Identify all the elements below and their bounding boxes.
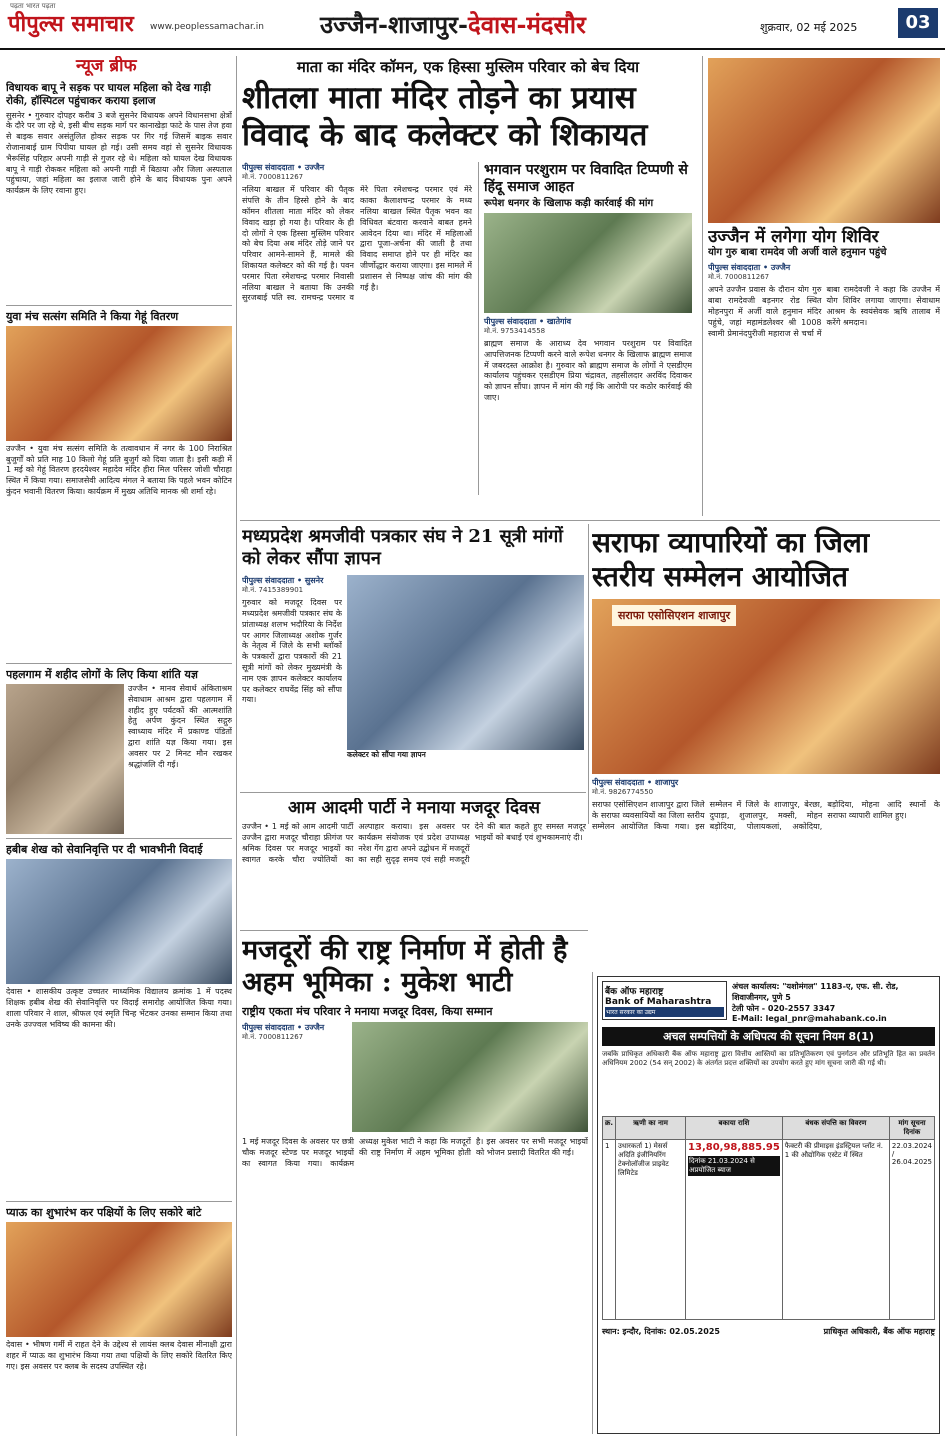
patrakar-mobile: मो.नं. 7415389901 xyxy=(242,586,304,595)
aap-headline: आम आदमी पार्टी ने मनाया मजदूर दिवस xyxy=(288,798,540,818)
story-text: नलिया बाखल में परिवार की पैतृक संपत्ति के तीन हिस्से होने के बाद कॉमन शीतला माता मंदिर को लेकर विवाद खड़ा हो गया है। परिवार के ही दो लोगों ने एक हिस्सा मुस्लिम परिवार को बेच दिया अब मंदिर तोड़े जाने पर परिवार आमने-सामने हैं, मामले की शिकायत कलेक्टर को की गई है। पवन परमार पिता रमेशचन्द्र परमार निवासी नलिया बाखल ने बताया कि उनकी सुरजबाई पति स्व. रामचन्द्र परमार व मेरे पिता रमेशचन्द्र परमार एवं मेरे काका कैलाशचन्द्र परमार के मध्य नलिया बाखल स्थित पैतृक भवन का विधिवत बंटवारा करवाने बाबत हमने आवेदन दिया था। मंदिर में महिलाओं द्वारा पूजा-अर्चना की जाती है तथा विवाद समाप्त होने पर ही मंदिर का जीर्णोद्धार कराया जाएगा। इस मामले में प्रशासन से निष्पक्ष जांच की मांग की गई है। xyxy=(242,185,472,303)
bank-name: बैंक ऑफ महाराष्ट्र xyxy=(605,987,664,997)
brief-4-photo xyxy=(6,859,232,984)
bhati-mobile: मो.नं. 7000811267 xyxy=(242,1032,304,1041)
cell-property: फैक्टरी की प्रीमाइस इंडस्ट्रियल प्लॉट नं. 1 की औद्योगिक एस्टेट में स्थित xyxy=(782,1140,889,1320)
page-number: 03 xyxy=(898,8,938,38)
masthead xyxy=(0,0,945,50)
amount-note: दिनांक 21.03.2024 से अप्रयोजित ब्याज xyxy=(688,1156,780,1176)
story-aap xyxy=(242,798,586,928)
story-parshuram xyxy=(478,162,692,495)
th-amount: बकाया राशि xyxy=(686,1117,783,1140)
yoga-photo xyxy=(708,58,940,223)
sarafa-mobile: मो.नं. 9826774550 xyxy=(592,788,654,797)
logo-tagline: पढ़ता भारत पढ़ता xyxy=(10,2,56,10)
parshuram-headline: भगवान परशुराम पर विवादित टिप्पणी से हिंदू समाज आहत xyxy=(484,162,688,196)
brief-1-headline: विधायक बापू ने सड़क पर घायल महिला को देख गाड़ी रोकी, हॉस्पिटल पहुंचाकर कराया इलाज xyxy=(6,82,211,107)
notice-table xyxy=(602,1116,935,1320)
yoga-headline: उज्जैन में लगेगा योग शिविर xyxy=(708,227,879,247)
patrakar-photo xyxy=(347,575,584,750)
yoga-subhead: योग गुरु बाबा रामदेव जी अर्जी वाले हनुमान पहुंचे xyxy=(708,247,887,259)
th-property: बंधक संपत्ति का विवरण xyxy=(782,1117,889,1140)
story-sheetla-mata xyxy=(242,58,694,513)
bank-notice xyxy=(597,976,940,1434)
bhati-byline: पीपुल्स संवाददाता • उज्जैन xyxy=(242,1022,325,1032)
bank-office: अंचल कार्यालय: "यशोमंगल" 1183-ए, एफ. सी. रोड, शिवाजीनगर, पुणे 5 xyxy=(732,982,899,1002)
brief-4-text: देवास • शासकीय उत्कृष्ट उच्चतर माध्यमिक विद्यालय क्रमांक 1 में पदस्थ शिक्षक हबीब शेख की सेवानिवृत्ति पर विदाई समारोह आयोजित किया गया। शाला परिवार ने शाल, श्रीफल एवं स्मृति चिन्ह भेंटकर उनका सम्मान किया तथा उनके उज्ज्वल भविष्य की कामना की। xyxy=(6,987,232,1029)
story-patrakar xyxy=(242,526,584,786)
edition-title xyxy=(320,8,586,41)
bank-email[interactable]: E-Mail: legal_pnr@mahabank.co.in xyxy=(732,1014,887,1023)
edition-title-part-a: उज्जैन-शाजापुर- xyxy=(320,10,468,39)
sarafa-photo xyxy=(592,599,940,774)
story-mobile: मो.नं. 7000811267 xyxy=(242,173,304,182)
table-row xyxy=(603,1140,935,1320)
bhati-subhead: राष्ट्रीय एकता मंच परिवार ने मनाया मजदूर दिवस, किया सम्मान xyxy=(242,1004,493,1018)
brief-5-headline: प्याऊ का शुभारंभ कर पक्षियों के लिए सकोरे बांटे xyxy=(6,1206,202,1220)
story-byline: पीपुल्स संवाददाता • उज्जैन xyxy=(242,163,325,173)
th-sno: क्र. xyxy=(603,1117,616,1140)
brief-2-text: उज्जैन • युवा मंच सत्संग समिति के तत्वावधान में नगर के 100 निराश्रित बुजुर्गों को प्रति माह 10 किलो गेहूं प्रति बुजुर्ग को दिया जाता है। इसी कड़ी में 1 मई को गेहूं वितरण हरदयेश्वर महादेव मंदिर हीरा मिल परिसर जोशी चौराहा स्थित में किया गया। समाजसेवी आदित्य मंगल ने बताया कि पहले भवन कोटिन कुंदन भवानी वितरण किया। कार्यक्रम में मुख्य अतिथि मानक श्री शर्मा रहे। xyxy=(6,443,232,496)
newspaper-logo[interactable]: पीपुल्स समाचार xyxy=(8,11,134,37)
brief-5-text: देवास • भीषण गर्मी में राहत देने के उद्देश्य से लायंस क्लब देवास मीनाक्षी द्वारा शहर में प्याऊ का शुभारंभ किया गया तथा पक्षियों के लिए सकोरे वितरित किए गए। इस अवसर पर क्लब के सदस्य उपस्थित रहे। xyxy=(6,1340,232,1371)
brief-2-photo xyxy=(6,326,232,441)
cell-sno: 1 xyxy=(603,1140,616,1320)
parshuram-photo xyxy=(484,213,692,313)
th-dates: मांग सूचना दिनांक xyxy=(889,1117,934,1140)
news-brief-column xyxy=(6,56,232,1436)
patrakar-caption: कलेक्टर को सौंपा गया ज्ञापन xyxy=(347,750,426,760)
bank-phone: टेली फोन - 020-2557 3347 xyxy=(732,1004,836,1013)
story-bhati xyxy=(242,935,588,1435)
parshuram-text: ब्राह्मण समाज के आराध्य देव भगवान परशुराम पर विवादित आपत्तिजनक टिप्पणी करने वाले रूपेश धनगर के खिलाफ ब्राह्मण समाज में जबरदस्त आक्रोश है। गुरुवार को ब्राह्मण समाज के लोगों ने एसडीएम कार्यालय पहुंचकर एसडीएम प्रिया चंद्रावत, तहसीलदार अरविंद दिवाकर को ज्ञापन सौंपा। ज्ञापन में मांग की गई कि आरोपी पर कठोर कार्रवाई की जाए। xyxy=(484,338,692,402)
brief-4-headline: हबीब शेख को सेवानिवृत्ति पर दी भावभीनी विदाई xyxy=(6,842,203,856)
notice-text: जबकि प्राधिकृत अधिकारी बैंक ऑफ महाराष्ट्र द्वारा वित्तीय आस्तियों का प्रतिभूतिकरण एवं पुनर्गठन और प्रतिभूति हित का प्रवर्तन अधिनियम 2002 (54 सन् 2002) के अंतर्गत प्रदत्त शक्तियों का उपयोग करते हुए मांग सूचना जारी की गई थी। xyxy=(602,1050,935,1068)
parshuram-subhead: रूपेश धनगर के खिलाफ कड़ी कार्रवाई की मांग xyxy=(484,197,654,209)
sarafa-banner: सराफा एसोसिएशन शाजापुर xyxy=(612,605,736,626)
brief-3-photo xyxy=(6,684,124,834)
notice-signature: प्राधिकृत अधिकारी, बैंक ऑफ महाराष्ट्र xyxy=(823,1327,935,1336)
bank-tagline: भारत सरकार का उद्यम xyxy=(605,1007,724,1017)
notice-place-date: स्थान: इन्दौर, दिनांक: 02.05.2025 xyxy=(602,1327,720,1336)
sarafa-byline: पीपुल्स संवाददाता • शाजापुर xyxy=(592,778,679,788)
cell-borrower: उधारकर्ता 1) मेसर्स अदिति इंजीनियरिंग टेक्नोलॉजीज प्राइवेट लिमिटेड xyxy=(616,1140,686,1320)
story-sarafa xyxy=(592,526,940,971)
brief-3-text: उज्जैन • मानव सेवार्थ अंकिताश्रम सेवाधाम आश्रम द्वारा पहलगाम में शहीद हुए पर्यटकों की आत्मशांति हेतु अर्पण कुंदन स्थित सद्गुरु स्वाध्याय मंदिर में प्रकाण्ड पंडितों द्वारा शांति यज्ञ किया गया। इस अवसर पर 2 मिनट मौन रखकर श्रद्धांजलि दी गई। xyxy=(128,683,232,769)
edition-title-part-b: देवास-मंदसौर xyxy=(467,10,586,39)
story-yoga xyxy=(708,58,940,513)
patrakar-byline: पीपुल्स संवाददाता • सुसनेर xyxy=(242,576,324,586)
cell-dates: 22.03.2024 / 26.04.2025 xyxy=(889,1140,934,1320)
website-url[interactable]: www.peoplessamachar.in xyxy=(150,22,264,32)
parshuram-mobile: मो.नं. 9753414558 xyxy=(484,326,546,335)
th-borrower: ऋणी का नाम xyxy=(616,1117,686,1140)
bhati-photo xyxy=(352,1022,588,1132)
story-headline: शीतला माता मंदिर तोड़ने का प्रयास विवाद के बाद कलेक्टर को शिकायत xyxy=(242,80,648,154)
story-kicker: माता का मंदिर कॉमन, एक हिस्सा मुस्लिम परिवार को बेच दिया xyxy=(296,58,640,76)
brief-5-photo xyxy=(6,1222,232,1337)
brief-1-text: सुसनेर • गुरुवार दोपहर करीब 3 बजे सुसनेर विधायक अपने विधानसभा क्षेत्रों के दौरे पर जा रहे थे, इसी बीच सड़क मार्ग पर कानाखेड़ा फाटे के पास तेज हवा से बाइक सवार असंतुलित होकर सड़क पर गिर गई जिसमें बाइक सवार रोजानाबाई ग्राम पिपीया घायल हो गई। उसी समय वहां से सुसनेर विधायक भैरूसिंह परिहार अपनी गाड़ी से गुजर रहे थे। महिला को घायल देख विधायक बापू ने गाड़ी रोककर महिला को अपनी गाड़ी में बिठाया और जिला अस्पताल पहुंचाया, जहां महिला का इलाज जारी होने के बाद विधायक पुनः अपने कार्यक्रम के लिए रवाना हुए। xyxy=(6,110,232,196)
bank-name-en: Bank of Maharashtra xyxy=(605,997,712,1007)
bhati-text: 1 मई मजदूर दिवस के अवसर पर छत्री चौक मजदूर स्टेण्ड पर मजदूर भाइयों का स्वागत किया गया। कार्यक्रम अध्यक्ष मुकेश भाटी ने कहा कि मजदूरों की राष्ट्र निर्माण में अहम भूमिका होती है। इस अवसर पर सभी मजदूर भाइयों को भोजन प्रसादी वितरित की गई। xyxy=(242,1136,588,1168)
cell-amount xyxy=(686,1140,783,1320)
amount-value: 13,80,98,885.95 xyxy=(688,1142,780,1153)
brief-2-headline: युवा मंच सत्संग समिति ने किया गेहूं वितरण xyxy=(6,309,179,323)
yoga-text: अपने उज्जैन प्रवास के दौरान योग गुरु बाबा रामदेवजी बड़नगर रोड स्थित मोहनपुरा में अर्जी वाले हनुमान मंदिर पहुंचे, जहां महामंडलेश्वर श्री 1008 स्वामी प्रेमानंदपुरीजी महाराज से चर्चा में बाबा रामदेवजी ने कहा कि उज्जैन में योग शिविर लगाया जाएगा। सेवाधाम आश्रम के स्वयंसेवक ऋषि तालाब में करेंगे श्रमदान। xyxy=(708,285,940,338)
notice-title: अचल सम्पत्तियों के अधिपत्य की सूचना नियम 8(1) xyxy=(602,1027,935,1046)
aap-text: उज्जैन • 1 मई को आम आदमी पार्टी उज्जैन द्वारा मजदूर चौराहा फ्रीगंज पर श्रमिक दिवस पर मजदूर भाइयों का स्वागत करके चौरा ज्योतियों का अल्पाहार कराया। इस अवसर पर कार्यक्रम संयोजक एवं प्रदेश उपाध्यक्ष नरेश गेंग द्वारा अपने उद्बोधन में मजदूरों का सही सुदृढ़ समय एवं सही मजदूरी देने की बात कहते हुए समस्त मजदूर भाइयों को बधाई एवं शुभकामनाएं दी। xyxy=(242,822,586,864)
yoga-mobile: मो.नं. 7000811267 xyxy=(708,273,770,282)
notice-table-header xyxy=(603,1117,935,1140)
patrakar-headline: मध्यप्रदेश श्रमजीवी पत्रकार संघ ने 21 सूत्री मांगों को लेकर सौंपा ज्ञापन xyxy=(242,526,563,569)
parshuram-byline: पीपुल्स संवाददाता • खातेगांव xyxy=(484,316,572,326)
patrakar-text: गुरुवार को मजदूर दिवस पर मध्यप्रदेश श्रमजीवी पत्रकार संघ के प्रांताध्यक्ष शलभ भदौरिया के निर्देश पर आगर जिलाध्यक्ष अशोक गुर्जर के नेतृत्व में जिले के सभी ब्लॉकों के पत्रकारों द्वारा पत्रकारों की 21 सूत्री मांगों को लेकर मुख्यमंत्री के नाम एक ज्ञापन कलेक्टर कार्यालय पर कलेक्टर राघवेंद्र सिंह को सौंपा गया। xyxy=(242,598,342,705)
sarafa-headline: सराफा व्यापारियों का जिला स्तरीय सम्मेलन आयोजित xyxy=(592,526,870,593)
brief-3-headline: पहलगाम में शहीद लोगों के लिए किया शांति यज्ञ xyxy=(6,667,198,681)
issue-date: शुक्रवार, 02 मई 2025 xyxy=(760,21,858,34)
sarafa-text: सराफा एसोसिएशन शाजापुर द्वारा जिले के सराफा व्यवसायियों का जिला स्तरीय सम्मेलन आयोजित किया गया। इस सम्मेलन में जिले के शाजापुर, बेरछा, दुपाड़ा, शुजालपुर, मक्सी, मोहन बड़ोदिया, पोलायकलां, अकोदिया, बड़ोदिया, मोहना आदि स्थानों के सराफा व्यापारी शामिल हुए। xyxy=(592,800,940,831)
yoga-byline: पीपुल्स संवाददाता • उज्जैन xyxy=(708,263,791,273)
bhati-headline: मजदूरों की राष्ट्र निर्माण में होती है अहम भूमिका : मुकेश भाटी xyxy=(242,935,568,999)
section-news-brief: न्यूज ब्रीफ xyxy=(76,56,137,76)
